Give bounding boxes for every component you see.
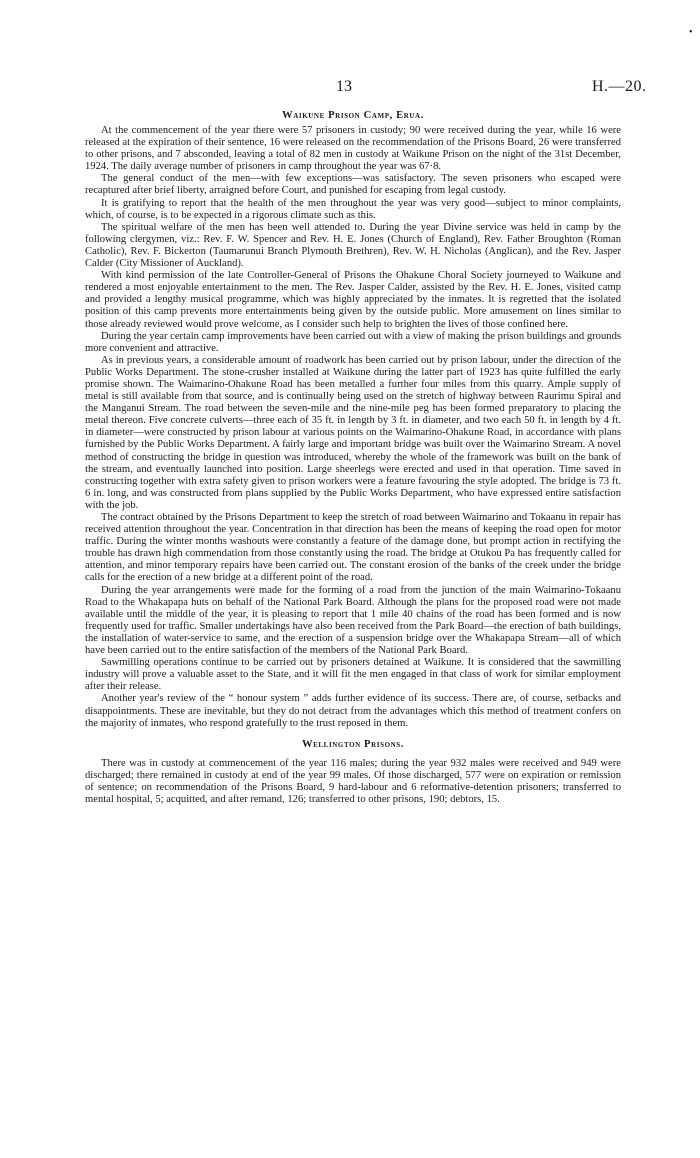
paragraph: During the year certain camp improvements have been carried out with a view of making the prison buildings and grounds more convenient and attractive. — [85, 330, 621, 354]
paragraph: As in previous years, a considerable amount of roadwork has been carried out by prison labour, under the direction of the Public Works Department. The stone-crusher installed at Waikune during the latter part of 1923 has quite fulfilled the early promise shown. The Waimarino-Ohakune Road has been metalled a further four miles from this quarry. Ample supply of metal is still available from that source, and is continually being used on the stretch of highway between Raurimu Spiral and the Manganui Stream. The road between the seven-mile and the nine-mile peg has been formed preparatory to placing the metal thereon. Five concrete culverts—three each of 35 ft. in length by 3 ft. in diameter, and two each 50 ft. in length by 4 ft. in diameter—were constructed by prison labour at various points on the Waimarino-Ohakune Road, in accordance with plans furnished by the Public Works Department. A fairly large and important bridge was built over the Waimarino Stream. A novel method of constructing the bridge in question was introduced, whereby the whole of the framework was built on the bank of the stream, and eventually launched into position. Large sheerlegs were erected and used in that operation. Time saved in constructing together with extra safety given to prison workers were a feature favouring the style adopted. The bridge is 73 ft. 6 in. long, and was constructed from plans supplied by the Public Works Department, who have expressed entire satisfaction with the job. — [85, 354, 621, 511]
paragraph: The contract obtained by the Prisons Department to keep the stretch of road between Waimarino and Tokaanu in repair has received attention throughout the year. Concentration in that direction has been the means of keeping the road open for motor traffic. During the winter months washouts were constantly a feature of the damage done, but prompt action in rectifying the trouble has drawn high commendation from those constantly using the road. The bridge at Otukou Pa has frequently called for attention, and minor temporary repairs have been carried out. The constant erosion of the banks of the creek under the bridge calls for the erection of a new bridge at a different point of the road. — [85, 512, 621, 584]
paragraph: The general conduct of the men—with few exceptions—was satisfactory. The seven prisoners who escaped were recaptured after brief liberty, arraigned before Court, and punished for escaping from legal custody. — [85, 173, 621, 197]
paragraph: The spiritual welfare of the men has been well attended to. During the year Divine service was held in camp by the following clergymen, viz.: Rev. F. W. Spencer and Rev. H. E. Jones (Church of England), Rev. Father Broughton (Roman Catholic), Rev. F. Bickerton (Taumarunui Branch Plymouth Brethren), Rev. W. H. Nicholas (Anglican), and the Rev. Jasper Calder (City Missioner of Auckland). — [85, 221, 621, 270]
page-number: 13 — [336, 78, 352, 95]
paragraph: Another year's review of the “ honour system ” adds further evidence of its success. There are, of course, setbacks and disappointments. These are inevitable, but they do not detract from the advantages which this method of treatment confers on the majority of inmates, who respond gratefully to the trust reposed in them. — [85, 693, 621, 729]
paragraph: At the commencement of the year there were 57 prisoners in custody; 90 were received during the year, while 16 were released at the expiration of their sentence, 16 were released on the recommendation of the Prisons Board, 26 were transferred to other prisons, and 7 absconded, leaving a total of 82 men in custody at Waikune Prison on the night of the 31st December, 1924. The daily average number of prisoners in camp throughout the year was 67·8. — [85, 125, 621, 173]
section-title-wellington: Wellington Prisons. — [301, 738, 405, 750]
corner-mark: • — [689, 27, 693, 38]
paragraph: Sawmilling operations continue to be carried out by prisoners detained at Waikune. It is considered that the sawmilling industry will prove a valuable asset to the State, and it will fit the men engaged in that class of work for similar employment after their release. — [85, 657, 621, 693]
paragraph: With kind permission of the late Controller-General of Prisons the Ohakune Choral Society journeyed to Waikune and rendered a most enjoyable entertainment to the men. The Rev. Jasper Calder, assisted by the Rev. H. E. Jones, visited camp and provided a lengthy musical programme, which was highly appreciated by the inmates. It is regretted that the isolated position of this camp prevents more entertainments being given by the outside public. More amusement on lines similar to those already reviewed would prove welcome, as I consider such help to brighten the lives of those confined here. — [85, 270, 621, 330]
section-title-waikune: Waikune Prison Camp, Erua. — [282, 110, 424, 121]
paragraph: It is gratifying to report that the health of the men throughout the year was very good—subject to minor complaints, which, of course, is to be expected in a rigorous climate such as this. — [85, 197, 621, 221]
paragraph: During the year arrangements were made for the forming of a road from the junction of the main Waimarino-Tokaanu Road to the Whakapapa huts on behalf of the National Park Board. Although the plans for the proposed road were not made available until the middle of the year, it is pleasing to report that 1 mile 40 chains of the road has been formed and is now frequently used for traffic. Smaller undertakings have also been received from the Park Board—the erection of bath buildings, the installation of water-service to same, and the erection of a suspension bridge over the Whakapapa Stream—all of which have been carried out to the entire satisfaction of the members of the National Park Board. — [85, 584, 621, 657]
page-body — [85, 109, 621, 806]
report-code: H.—20. — [592, 78, 647, 95]
paragraph: There was in custody at commencement of the year 116 males; during the year 932 males were received and 949 were discharged; there remained in custody at end of the year 99 males. Of those discharged, 577 were on expiration or remission of sentence; on recommendation of the Prisons Board, 9 hard-labour and 6 reformative-detention prisoners; transferred to mental hospital, 5; acquitted, and after remand, 126; transferred to other prisons, 190; debtors, 15. — [85, 757, 621, 805]
